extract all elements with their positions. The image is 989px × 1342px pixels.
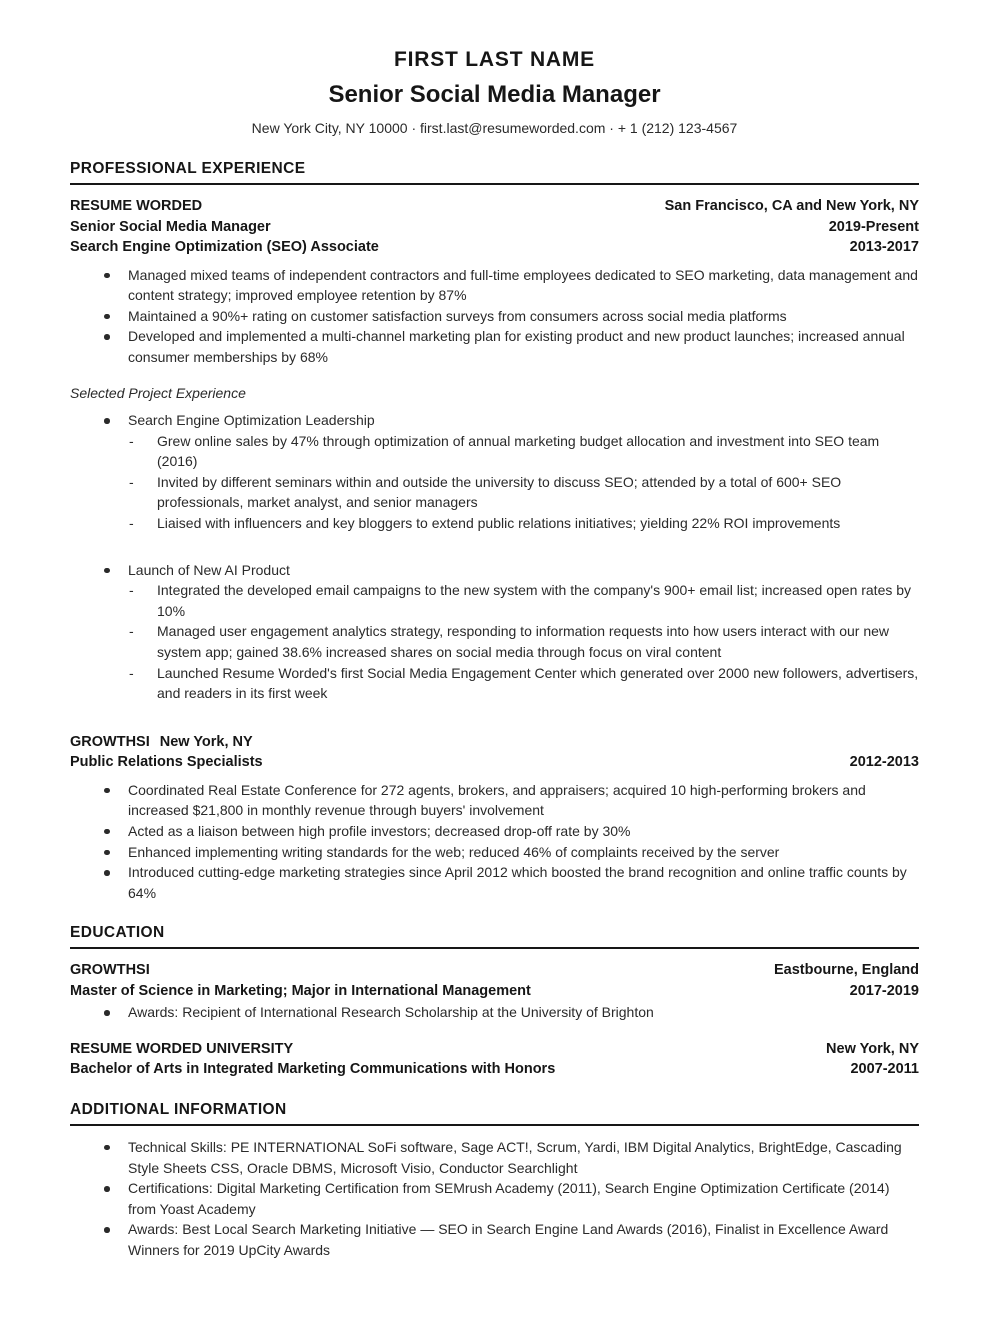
education-bullet-list (70, 1002, 919, 1023)
person-name: FIRST LAST NAME (394, 48, 595, 71)
job-resume-worded (70, 196, 919, 367)
degree-dates: 2007-2011 (850, 1061, 919, 1078)
education-entry-resume-worded-university (70, 1039, 919, 1080)
role-dates: 2013-2017 (849, 239, 919, 255)
job-company-row (70, 196, 919, 217)
bullet-item: Coordinated Real Estate Conference for 272 agents, brokers, and appraisers; acquired 10 high-performing brokers and increased $21,800 in monthly revenue through buyers' involvement (70, 780, 919, 821)
role-title: Senior Social Media Manager (70, 218, 271, 235)
bullet-item: Managed mixed teams of independent contractors and full-time employees dedicated to SEO marketing, data management and content strategy; improved employee retention by 87% (70, 265, 919, 306)
bullet-item: Developed and implemented a multi-channel marketing plan for existing product and new product launches; increased annual consumer memberships by 68% (70, 326, 919, 367)
degree-title: Bachelor of Arts in Integrated Marketing Communications with Honors (70, 1061, 556, 1078)
project-sub-bullet: - Liaised with influencers and key bloggers to extend public relations initiatives; yielding 22% ROI improvements (70, 513, 919, 534)
school-location: New York, NY (826, 1040, 919, 1057)
degree-title: Master of Science in Marketing; Major in International Management (70, 982, 531, 999)
company-name: GROWTHSI (70, 733, 150, 750)
projects-heading: Selected Project Experience (70, 385, 246, 402)
project-sub-bullet: - Integrated the developed email campaigns to the new system with the company's 900+ email list; increased open rates by 10% (70, 580, 919, 621)
role-title: Public Relations Specialists (70, 754, 263, 771)
additional-bullet-list (70, 1137, 919, 1261)
project-sub-bullet: - Invited by different seminars within and outside the university to discuss SEO; attended by a total of 600+ SEO professionals, market analyst, and senior managers (70, 472, 919, 513)
section-heading-additional-information: ADDITIONAL INFORMATION (70, 1101, 919, 1126)
role-dates: 2019-Present (828, 218, 919, 235)
bullet-item: Certifications: Digital Marketing Certification from SEMrush Academy (2011), Search Engine Optimization Certificate (2014) from Yoast Academy (70, 1178, 919, 1219)
section-education (70, 924, 919, 1080)
company-location: New York, NY (159, 733, 253, 750)
bullet-item: Awards: Best Local Search Marketing Initiative — SEO in Search Engine Land Awards (2016), Finalist in Excellence Award Winners for 2019 UpCity Awards (70, 1219, 919, 1260)
school-row (70, 1039, 919, 1060)
education-entry-growthsi (70, 960, 919, 1023)
project-title: Search Engine Optimization Leadership (70, 410, 919, 431)
bullet-item: Maintained a 90%+ rating on customer satisfaction surveys from consumers across social media platforms (70, 306, 919, 327)
bullet-item: Acted as a liaison between high profile investors; decreased drop-off rate by 30% (70, 821, 919, 842)
job-bullet-list (70, 265, 919, 368)
degree-row (70, 981, 919, 1002)
job-growthsi (70, 732, 919, 904)
job-role-row (70, 752, 919, 773)
job-role-row (70, 217, 919, 238)
selected-project-experience (70, 383, 919, 703)
section-professional-experience (70, 160, 919, 903)
degree-dates: 2017-2019 (849, 982, 919, 999)
job-company-row (70, 732, 919, 753)
company-location: San Francisco, CA and New York, NY (664, 198, 919, 214)
job-bullet-list (70, 780, 919, 904)
role-dates: 2012-2013 (849, 754, 919, 771)
bullet-item: Awards: Recipient of International Research Scholarship at the University of Brighton (70, 1002, 919, 1023)
resume-header (70, 48, 919, 136)
project-sub-bullet: - Managed user engagement analytics strategy, responding to information requests into how users interact with our new system app; gained 38.6% increased shares on social media through focus on viral content (70, 621, 919, 662)
person-job-title: Senior Social Media Manager (328, 81, 661, 108)
school-row (70, 960, 919, 981)
project-sub-bullet: - Launched Resume Worded's first Social Media Engagement Center which generated over 2000 new followers, advertisers, and readers in its first week (70, 663, 919, 704)
bullet-item: Enhanced implementing writing standards for the web; reduced 46% of complaints received by the server (70, 842, 919, 863)
project-sub-bullet: - Grew online sales by 47% through optimization of annual marketing budget allocation and investment into SEO team (2016) (70, 431, 919, 472)
company-name: RESUME WORDED (70, 198, 203, 214)
bullet-item: Technical Skills: PE INTERNATIONAL SoFi software, Sage ACT!, Scrum, Yardi, IBM Digital Analytics, BrightEdge, Cascading Style Sheets CSS, Oracle DBMS, Microsoft Visio, Conductor Searchlight (70, 1137, 919, 1178)
section-additional-information (70, 1101, 919, 1261)
project-group-ai-product-launch (70, 560, 919, 704)
school-location: Eastbourne, England (773, 962, 919, 979)
section-heading-education: EDUCATION (70, 924, 919, 949)
bullet-item: Introduced cutting-edge marketing strategies since April 2012 which boosted the brand recognition and online traffic counts by 64% (70, 862, 919, 903)
role-title: Search Engine Optimization (SEO) Associate (70, 239, 379, 255)
job-role-row (70, 237, 919, 258)
degree-row (70, 1059, 919, 1080)
project-title: Launch of New AI Product (70, 560, 919, 581)
school-name: GROWTHSI (70, 962, 150, 979)
section-heading-professional-experience: PROFESSIONAL EXPERIENCE (70, 160, 919, 185)
project-group-seo-leadership (70, 410, 919, 534)
contact-line: New York City, NY 10000 · first.last@resumeworded.com · + 1 (212) 123-4567 (251, 120, 738, 136)
school-name: RESUME WORDED UNIVERSITY (70, 1040, 294, 1057)
